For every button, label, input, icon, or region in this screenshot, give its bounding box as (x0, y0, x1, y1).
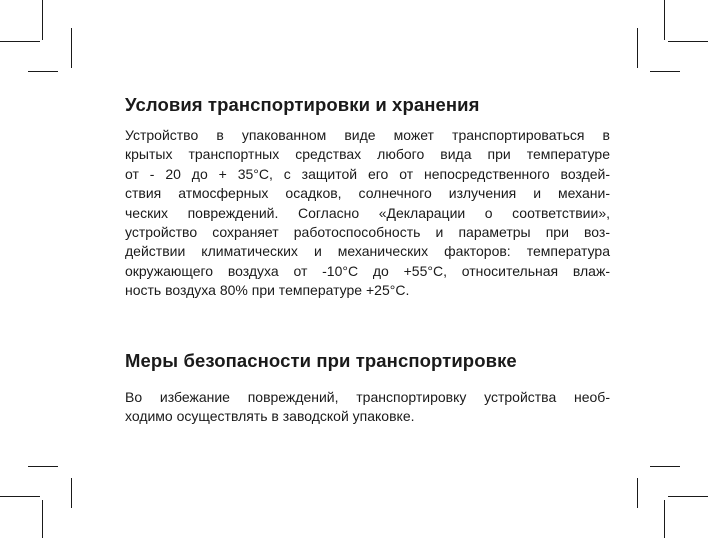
crop-mark (0, 41, 40, 42)
crop-mark (42, 0, 43, 40)
section-title-storage: Условия транспортировки и хранения (125, 94, 480, 115)
paragraph-line: окружающего воздуха от -10°С до +55°С, относительная влаж- (125, 262, 610, 279)
paragraph-line: крытых транспортных средствах любого вида при температуре (125, 146, 610, 163)
paragraph-line: ходимо осуществлять в заводской упаковке. (125, 408, 415, 425)
crop-mark (664, 500, 665, 538)
crop-mark (71, 28, 72, 68)
crop-mark (0, 496, 40, 497)
paragraph-line: ческих повреждений. Согласно «Декларации о соответствии», (125, 204, 610, 221)
paragraph-line: действии климатических и механических факторов: температура (125, 243, 610, 260)
crop-mark (28, 71, 58, 72)
crop-mark (664, 0, 665, 40)
paragraph-line: ствия атмосферных осадков, солнечного излучения и механи- (125, 185, 610, 202)
crop-mark (650, 466, 680, 467)
paragraph-line: Во избежание повреждений, транспортировку устройства необ- (125, 389, 610, 405)
section-title-safety: Меры безопасности при транспортировке (125, 350, 517, 371)
paragraph-safety (125, 388, 610, 427)
crop-mark (650, 71, 680, 72)
paragraph-line: Устройство в упакованном виде может транспортироваться в (125, 127, 610, 143)
paragraph-line: устройство сохраняет работоспособность и параметры при воз- (125, 223, 610, 240)
crop-mark (71, 478, 72, 508)
crop-mark (637, 478, 638, 508)
paragraph-line: ность воздуха 80% при температуре +25°С. (125, 282, 410, 299)
paragraph-line: от - 20 до + 35°С, с защитой его от непосредственного воздей- (125, 165, 610, 182)
crop-mark (42, 500, 43, 538)
paragraph-storage (125, 126, 610, 301)
crop-mark (668, 496, 708, 497)
crop-mark (637, 28, 638, 68)
crop-mark (668, 41, 708, 42)
crop-mark (28, 466, 58, 467)
